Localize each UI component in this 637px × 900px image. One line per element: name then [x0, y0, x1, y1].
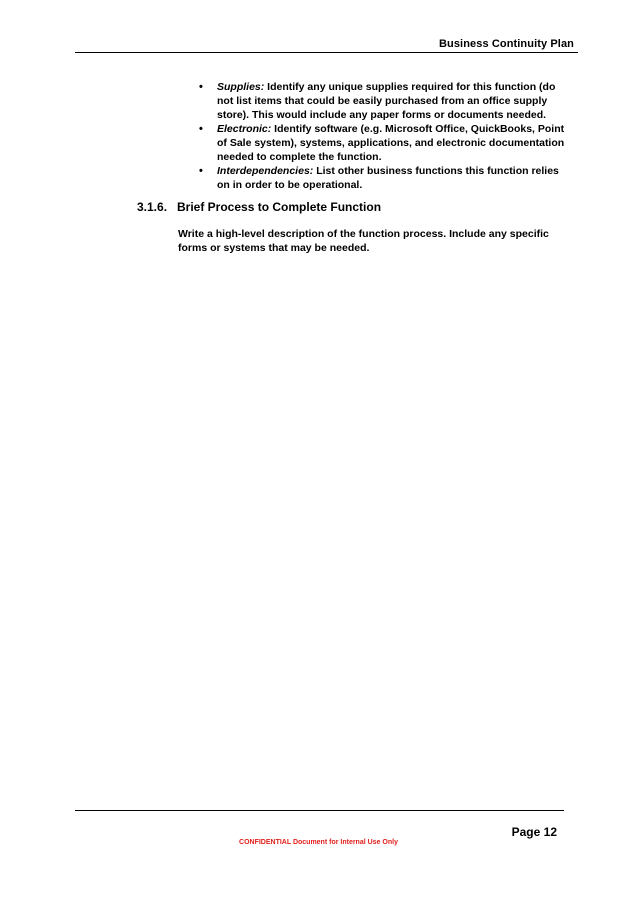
header-title: Business Continuity Plan	[438, 38, 574, 50]
confidential-notice: CONFIDENTIAL Document for Internal Use Only	[239, 839, 398, 846]
list-item	[195, 80, 565, 122]
bullet-text: List other business functions this function relies on in order to be operational.	[217, 165, 559, 191]
bullet-text: Identify software (e.g. Microsoft Office, QuickBooks, Point of Sale system), systems, applications, and electronic documentation needed to complete the function.	[217, 123, 565, 163]
bullet-text: Identify any unique supplies required for this function (do not list items that could be easily purchased from an office supply store). This would include any paper forms or documents needed.	[217, 81, 556, 121]
section-heading	[137, 200, 381, 214]
header-divider	[75, 52, 578, 53]
section-body: Write a high-level description of the function process. Include any specific forms or systems that may be needed.	[178, 228, 549, 254]
list-item	[195, 164, 565, 192]
bullet-term: Supplies:	[217, 81, 265, 93]
bullet-icon: •	[199, 165, 203, 177]
section-number: 3.1.6.	[137, 200, 168, 214]
bullet-icon: •	[199, 81, 203, 93]
page-number: Page 12	[511, 825, 557, 839]
bullet-list	[195, 80, 565, 192]
bullet-term: Interdependencies:	[217, 165, 314, 177]
bullet-icon: •	[199, 123, 203, 135]
list-item	[195, 122, 565, 164]
footer-divider	[75, 810, 564, 811]
section-title: Brief Process to Complete Function	[177, 200, 382, 214]
bullet-term: Electronic:	[217, 123, 272, 135]
